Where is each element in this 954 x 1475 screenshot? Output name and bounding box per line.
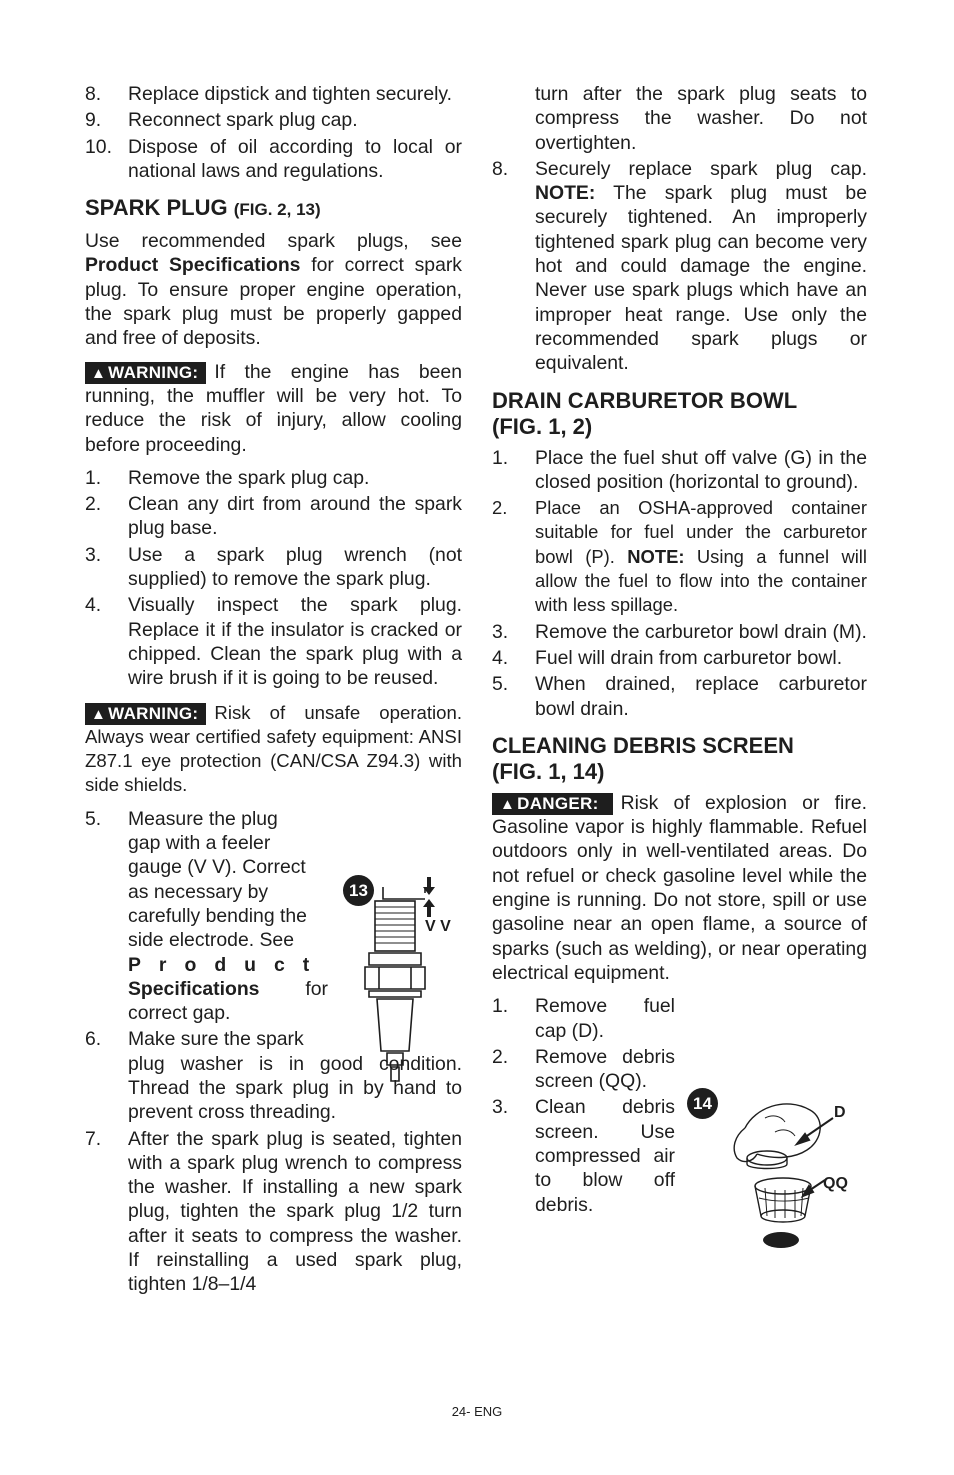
section-heading-spark-plug: SPARK PLUG (FIG. 2, 13) <box>85 195 321 221</box>
right-column <box>492 82 867 1219</box>
danger-gasoline: ▲ DANGER: Risk of explosion or fire. Gasoline vapor is highly flammable. Refuel outdoors only in well-ventilated areas. Do not refuel or check gasoline level while the engine is running. Do not store, spill or use gasoline near an open flame, a source of sparks (such as welding), or near operating electrical equipment. <box>492 791 867 984</box>
danger-triangle-icon: ▲ <box>500 795 516 813</box>
step7-continuation: turn after the spark plug seats to compress the washer. Do not overtighten. <box>535 83 867 154</box>
list-item: 1. Remove fuel cap (D). <box>492 995 675 1042</box>
warning-badge: ▲ WARNING: <box>85 703 206 725</box>
list-item: 9. Reconnect spark plug cap. <box>85 109 358 132</box>
fuel-cap-label: D <box>834 1104 846 1121</box>
warning-triangle-icon: ▲ <box>91 364 107 382</box>
list-item: 6. Make sure the spark plug washer is in good condition. Thread the spark plug in by hand to prevent cross threading. <box>85 1028 462 1124</box>
figure-number-badge: 13 <box>343 875 374 906</box>
spark-plug-steps-list <box>85 466 462 691</box>
warning-hot-muffler: ▲ WARNING: If the engine has been running, the muffler will be very hot. To reduce the risk of injury, allow cooling before proceeding. <box>85 360 462 456</box>
figure-number-badge: 14 <box>687 1088 718 1119</box>
section-heading-drain-carburetor: DRAIN CARBURETOR BOWL (FIG. 1, 2) <box>492 387 798 439</box>
list-item: 2. Place an OSHA-approved container suitable for fuel under the carburetor bowl (P). NOTE: Using a funnel will allow the fuel to flow into the container with less spillage. <box>492 497 867 616</box>
figure-13-spark-plug <box>343 873 463 1093</box>
danger-badge: ▲ DANGER: <box>492 793 613 815</box>
warning-safety-equipment: ▲ WARNING: Risk of unsafe operation. Always wear certified safety equipment: ANSI Z87.1 eye protection (CAN/CSA Z94.3) with side shields. <box>85 701 462 796</box>
section-heading-cleaning-debris: CLEANING DEBRIS SCREEN (FIG. 1, 14) <box>492 732 794 784</box>
warning-triangle-icon: ▲ <box>91 705 107 723</box>
list-item: 3. Clean debris screen. Use compressed air to blow off debris. <box>492 1096 675 1216</box>
debris-steps-list <box>492 994 675 1217</box>
list-item: 5. Measure the plug gap with a feeler gauge (V V). Correct as necessary by carefully bending the side electrode. See Product Specifications for correct gap. <box>85 807 328 1025</box>
warning-badge: ▲ WARNING: <box>85 362 206 384</box>
list-item: 4. Fuel will drain from carburetor bowl. <box>492 646 843 669</box>
oil-steps-list <box>85 82 462 183</box>
list-item: 8. Replace dipstick and tighten securely. <box>85 83 453 105</box>
list-item: 10. Dispose of oil according to local or national laws and regulations. <box>85 135 462 182</box>
spark-plug-intro: Use recommended spark plugs, see Product Specifications for correct spark plug. To ensure proper engine operation, the spark plug must be properly gapped and free of deposits. <box>85 230 463 350</box>
list-item: 7. After the spark plug is seated, tighten with a spark plug wrench to compress the washer. If installing a new spark plug, tighten the spark plug 1/2 turn after it seats to compress the washer. If reinstalling a used spark plug, tighten 1/8–1/4 <box>85 1127 462 1296</box>
spark-plug-diagram <box>343 873 463 1093</box>
list-item: 1. Place the fuel shut off valve (G) in the closed position (horizontal to ground). <box>492 446 867 493</box>
drain-steps-list <box>492 446 867 721</box>
left-column <box>85 82 462 1299</box>
list-item: 2. Remove debris screen (QQ). <box>492 1045 675 1093</box>
list-item: 1. Remove the spark plug cap. <box>85 466 370 489</box>
gap-label: V V <box>425 918 451 935</box>
list-item: 2. Clean any dirt from around the spark plug base. <box>85 493 462 540</box>
figure-14-debris-screen <box>685 1088 865 1258</box>
list-item: 3. Remove the carburetor bowl drain (M). <box>492 620 867 643</box>
debris-screen-label: QQ <box>823 1175 848 1192</box>
list-item: 4. Visually inspect the spark plug. Replace it if the insulator is cracked or chipped. Clean the spark plug with a wire brush if it is going to be reused. <box>85 594 462 690</box>
list-item: 3. Use a spark plug wrench (not supplied) to remove the spark plug. <box>85 543 462 591</box>
page-footer: 24- ENG <box>451 1404 503 1419</box>
list-item: 8. Securely replace spark plug cap. NOTE: The spark plug must be securely tightened. An improperly tightened spark plug can become very hot and could damage the engine. Never use spark plugs which have an improper heat range. Use only the recommended spark plugs or equivalent. <box>492 157 867 375</box>
list-item: 5. When drained, replace carburetor bowl drain. <box>492 673 867 720</box>
